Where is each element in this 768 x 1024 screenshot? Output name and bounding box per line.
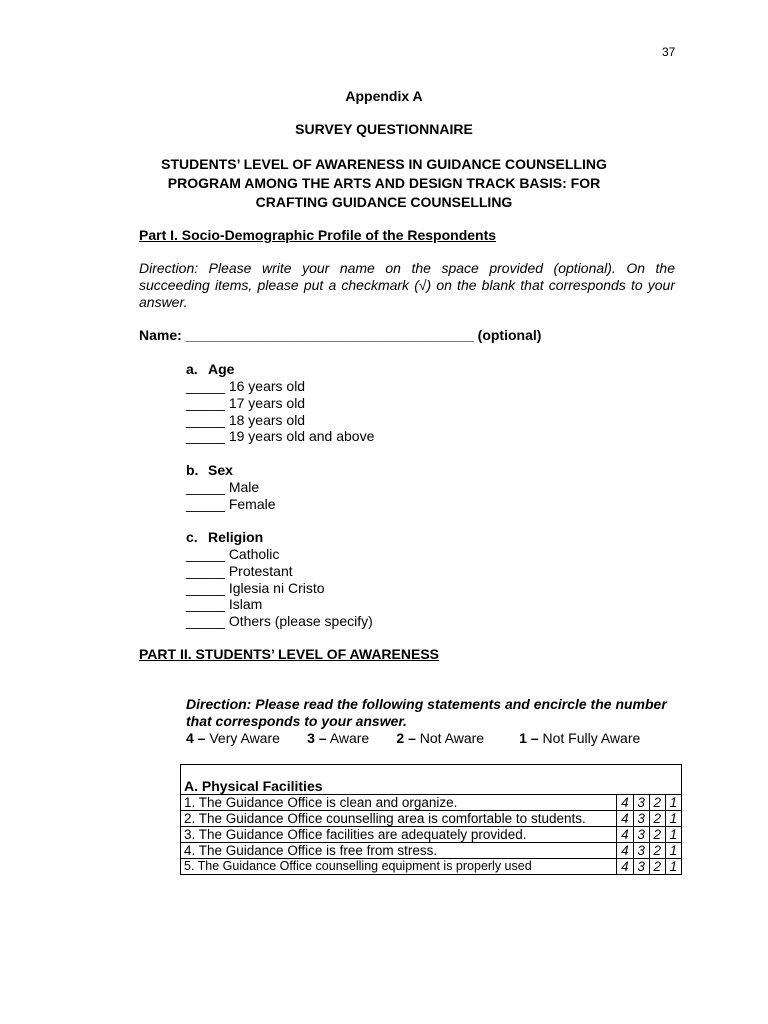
- option-item: _____ Iglesia ni Cristo: [186, 579, 325, 596]
- rating-2[interactable]: 2: [649, 843, 665, 859]
- rating-2[interactable]: 2: [649, 795, 665, 811]
- option-item: _____ Female: [186, 495, 276, 512]
- option-item: _____ Male: [186, 479, 260, 495]
- group-letter: c.: [186, 529, 198, 545]
- scale-number: 3 –: [307, 730, 327, 746]
- option-item: _____ Protestant: [186, 562, 293, 579]
- awareness-table: [180, 764, 682, 875]
- sex-group: [186, 462, 276, 513]
- page-number: 37: [662, 45, 676, 59]
- scale-label: Very Aware: [205, 730, 280, 746]
- table-row: [181, 827, 682, 843]
- group-heading: [186, 462, 276, 479]
- option-item: _____ Catholic: [186, 546, 280, 562]
- table-row: [181, 843, 682, 859]
- scale-number: 2 –: [396, 730, 416, 746]
- document-title-line: PROGRAM AMONG THE ARTS AND DESIGN TRACK BASIS: FOR: [167, 175, 601, 191]
- rating-4[interactable]: 4: [617, 859, 633, 875]
- rating-1[interactable]: 1: [665, 795, 681, 811]
- rating-1[interactable]: 1: [665, 843, 681, 859]
- part2-heading: PART II. STUDENTS’ LEVEL OF AWARENESS: [139, 646, 440, 662]
- scale-label: Not Aware: [415, 730, 485, 746]
- table-row: [181, 811, 682, 827]
- statement-cell: 1. The Guidance Office is clean and organize.: [181, 795, 617, 811]
- rating-4[interactable]: 4: [617, 811, 633, 827]
- rating-scale: [186, 730, 676, 747]
- rating-3[interactable]: 3: [633, 843, 649, 859]
- rating-3[interactable]: 3: [633, 811, 649, 827]
- section-title: A. Physical Facilities: [181, 765, 682, 795]
- document-title-line: STUDENTS’ LEVEL OF AWARENESS IN GUIDANCE COUNSELLING: [161, 156, 607, 172]
- scale-label: Aware: [326, 730, 370, 746]
- group-letter: a.: [186, 361, 198, 377]
- rating-1[interactable]: 1: [665, 859, 681, 875]
- document-title: [0, 155, 768, 212]
- age-group: [186, 361, 374, 445]
- rating-3[interactable]: 3: [633, 859, 649, 875]
- option-item: _____ 17 years old: [186, 394, 306, 411]
- scale-number: 1 –: [519, 730, 539, 746]
- survey-title: SURVEY QUESTIONNAIRE: [295, 121, 473, 137]
- statement-cell: 5. The Guidance Office counselling equipment is properly used: [181, 859, 617, 875]
- table-section-row: [181, 765, 682, 795]
- part1-heading: Part I. Socio-Demographic Profile of the Respondents: [139, 227, 497, 243]
- part2-direction-block: [186, 696, 676, 747]
- scale-label: Not Fully Aware: [538, 730, 641, 746]
- religion-group: [186, 529, 373, 630]
- rating-1[interactable]: 1: [665, 827, 681, 843]
- group-title: Sex: [208, 462, 233, 478]
- option-item: _____ 16 years old: [186, 378, 306, 394]
- table-row: [181, 859, 682, 875]
- rating-2[interactable]: 2: [649, 811, 665, 827]
- rating-3[interactable]: 3: [633, 827, 649, 843]
- statement-cell: 3. The Guidance Office facilities are adequately provided.: [181, 827, 617, 843]
- rating-3[interactable]: 3: [633, 795, 649, 811]
- rating-1[interactable]: 1: [665, 811, 681, 827]
- option-item: _____ 19 years old and above: [186, 428, 375, 445]
- document-title-line: CRAFTING GUIDANCE COUNSELLING: [255, 194, 513, 210]
- group-letter: b.: [186, 462, 199, 478]
- group-title: Age: [208, 361, 235, 377]
- option-item: _____ 18 years old: [186, 411, 306, 428]
- option-item: _____ Others (please specify): [186, 613, 373, 630]
- statement-cell: 4. The Guidance Office is free from stress.: [181, 843, 617, 859]
- appendix-heading: Appendix A: [345, 88, 423, 104]
- group-title: Religion: [208, 529, 264, 545]
- option-item: _____ Islam: [186, 596, 263, 613]
- group-heading: [186, 361, 374, 378]
- rating-4[interactable]: 4: [617, 795, 633, 811]
- rating-4[interactable]: 4: [617, 843, 633, 859]
- rating-2[interactable]: 2: [649, 859, 665, 875]
- part1-direction: Direction: Please write your name on the space provided (optional). On the succeeding items, please put a checkmark (√) on the blank that corresponds to your answer.: [139, 260, 675, 310]
- part2-direction: Direction: Please read the following statements and encircle the number that corresponds to your answer.: [186, 696, 667, 729]
- table-row: [181, 795, 682, 811]
- name-field: Name: _____________________________________ (optional): [139, 327, 542, 343]
- rating-2[interactable]: 2: [649, 827, 665, 843]
- group-heading: [186, 529, 373, 546]
- rating-4[interactable]: 4: [617, 827, 633, 843]
- statement-cell: 2. The Guidance Office counselling area is comfortable to students.: [181, 811, 617, 827]
- scale-number: 4 –: [186, 730, 206, 746]
